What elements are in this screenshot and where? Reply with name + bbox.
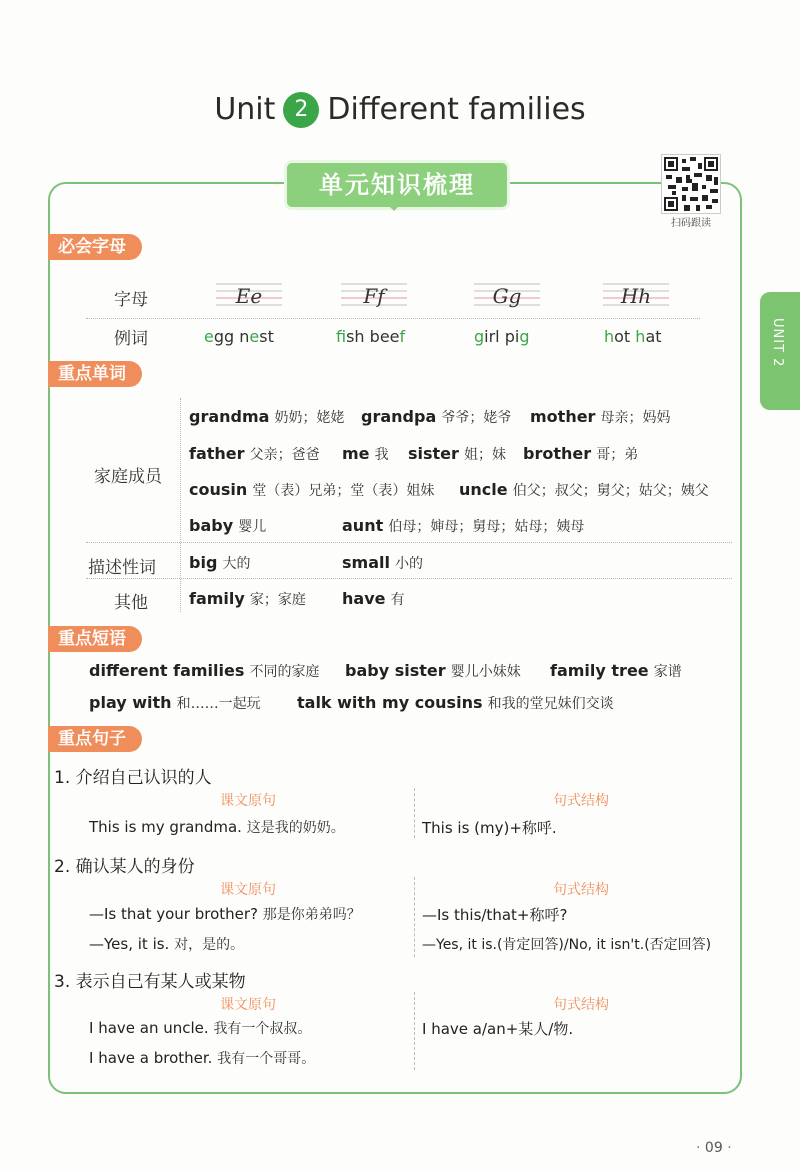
col-structure-caption: 句式结构 bbox=[553, 793, 609, 809]
side-tab-label: UNIT 2 bbox=[770, 318, 785, 368]
divider bbox=[86, 318, 700, 319]
examples-row-label: 例词 bbox=[114, 329, 148, 349]
col-structure-caption: 句式结构 bbox=[553, 882, 609, 898]
divider bbox=[86, 542, 732, 543]
sentence-structure: This is (my)+称呼. bbox=[422, 819, 557, 837]
section-banner: 单元知识梳理 bbox=[284, 160, 510, 210]
section-sentences-header: 重点句子 bbox=[48, 726, 142, 752]
section-words-header: 重点单词 bbox=[48, 361, 142, 387]
word-sister: sister 姐；妹 bbox=[408, 444, 507, 463]
phrase-family-tree: family tree 家谱 bbox=[550, 661, 682, 680]
phrase-different-families: different families 不同的家庭 bbox=[89, 661, 320, 680]
example-words-f: fish beef bbox=[336, 327, 406, 346]
letter-pair-g bbox=[474, 279, 540, 309]
divider bbox=[414, 877, 415, 957]
word-father: father 父亲；爸爸 bbox=[189, 444, 320, 463]
sentence-structure: —Is this/that+称呼? bbox=[422, 906, 568, 924]
letter-pair-h bbox=[603, 279, 669, 309]
sentence-group-heading: 2. 确认某人的身份 bbox=[54, 857, 195, 877]
section-letters-header: 必会字母 bbox=[48, 234, 142, 260]
section-phrases-header: 重点短语 bbox=[48, 626, 142, 652]
desc-label: 描述性词 bbox=[88, 558, 156, 578]
word-small: small 小的 bbox=[342, 553, 424, 572]
qr-label: 扫码跟读 bbox=[671, 218, 711, 229]
word-cousin: cousin 堂（表）兄弟；堂（表）姐妹 bbox=[189, 480, 435, 499]
word-mother: mother 母亲；妈妈 bbox=[530, 407, 671, 426]
sentence-original: I have a brother. 我有一个哥哥。 bbox=[89, 1049, 316, 1067]
sentence-structure: —Yes, it is.(肯定回答)/No, it isn't.(否定回答) bbox=[422, 937, 712, 953]
word-uncle: uncle 伯父；叔父；舅父；姑父；姨父 bbox=[459, 480, 709, 499]
letter-pair-f bbox=[341, 279, 407, 309]
word-grandma: grandma 奶奶；姥姥 bbox=[189, 407, 345, 426]
letters-row-label: 字母 bbox=[114, 290, 148, 310]
sentence-original: —Is that your brother? 那是你弟弟吗？ bbox=[89, 905, 361, 923]
page-number: · 09 · bbox=[696, 1140, 732, 1156]
title-unit: Unit bbox=[214, 92, 276, 127]
other-label: 其他 bbox=[114, 593, 148, 613]
word-aunt: aunt 伯母；婶母；舅母；姑母；姨母 bbox=[342, 516, 585, 535]
divider bbox=[86, 578, 732, 579]
sentence-group-heading: 1. 介绍自己认识的人 bbox=[54, 768, 212, 788]
word-have: have 有 bbox=[342, 589, 405, 608]
sentence-structure: I have a/an+某人/物. bbox=[422, 1020, 574, 1038]
divider bbox=[180, 398, 181, 612]
svg-text:Ee: Ee bbox=[235, 284, 263, 308]
example-words-e: egg nest bbox=[204, 327, 274, 346]
divider bbox=[414, 992, 415, 1070]
letter-pair-e bbox=[216, 279, 282, 309]
title-name: Different families bbox=[327, 92, 586, 127]
phrase-talk-with: talk with my cousins 和我的堂兄妹们交谈 bbox=[297, 693, 614, 712]
example-words-h: hot hat bbox=[604, 327, 662, 346]
family-label: 家庭成员 bbox=[94, 467, 162, 487]
phrase-baby-sister: baby sister 婴儿小妹妹 bbox=[345, 661, 521, 680]
page-title bbox=[0, 92, 800, 128]
word-me: me 我 bbox=[342, 444, 389, 463]
unit-number-badge: 2 bbox=[283, 92, 319, 128]
sentence-group-heading: 3. 表示自己有某人或某物 bbox=[54, 972, 246, 992]
sentence-original: —Yes, it is. 对，是的。 bbox=[89, 935, 245, 953]
col-structure-caption: 句式结构 bbox=[553, 997, 609, 1013]
col-original-caption: 课文原句 bbox=[220, 997, 276, 1013]
banner-pointer bbox=[386, 203, 402, 211]
unit-side-tab[interactable] bbox=[760, 292, 800, 410]
col-original-caption: 课文原句 bbox=[220, 882, 276, 898]
word-family: family 家；家庭 bbox=[189, 589, 306, 608]
divider bbox=[414, 788, 415, 838]
word-baby: baby 婴儿 bbox=[189, 516, 267, 535]
sentence-original: This is my grandma. 这是我的奶奶。 bbox=[89, 818, 345, 836]
word-big: big 大的 bbox=[189, 553, 251, 572]
sentence-original: I have an uncle. 我有一个叔叔。 bbox=[89, 1019, 312, 1037]
word-grandpa: grandpa 爷爷；姥爷 bbox=[361, 407, 512, 426]
svg-text:Gg: Gg bbox=[492, 284, 522, 308]
qr-code-icon[interactable] bbox=[661, 154, 721, 214]
col-original-caption: 课文原句 bbox=[220, 793, 276, 809]
svg-text:Ff: Ff bbox=[363, 284, 385, 308]
example-words-g: girl pig bbox=[474, 327, 530, 346]
phrase-play-with: play with 和……一起玩 bbox=[89, 693, 261, 712]
word-brother: brother 哥；弟 bbox=[523, 444, 639, 463]
svg-text:Hh: Hh bbox=[620, 284, 652, 308]
